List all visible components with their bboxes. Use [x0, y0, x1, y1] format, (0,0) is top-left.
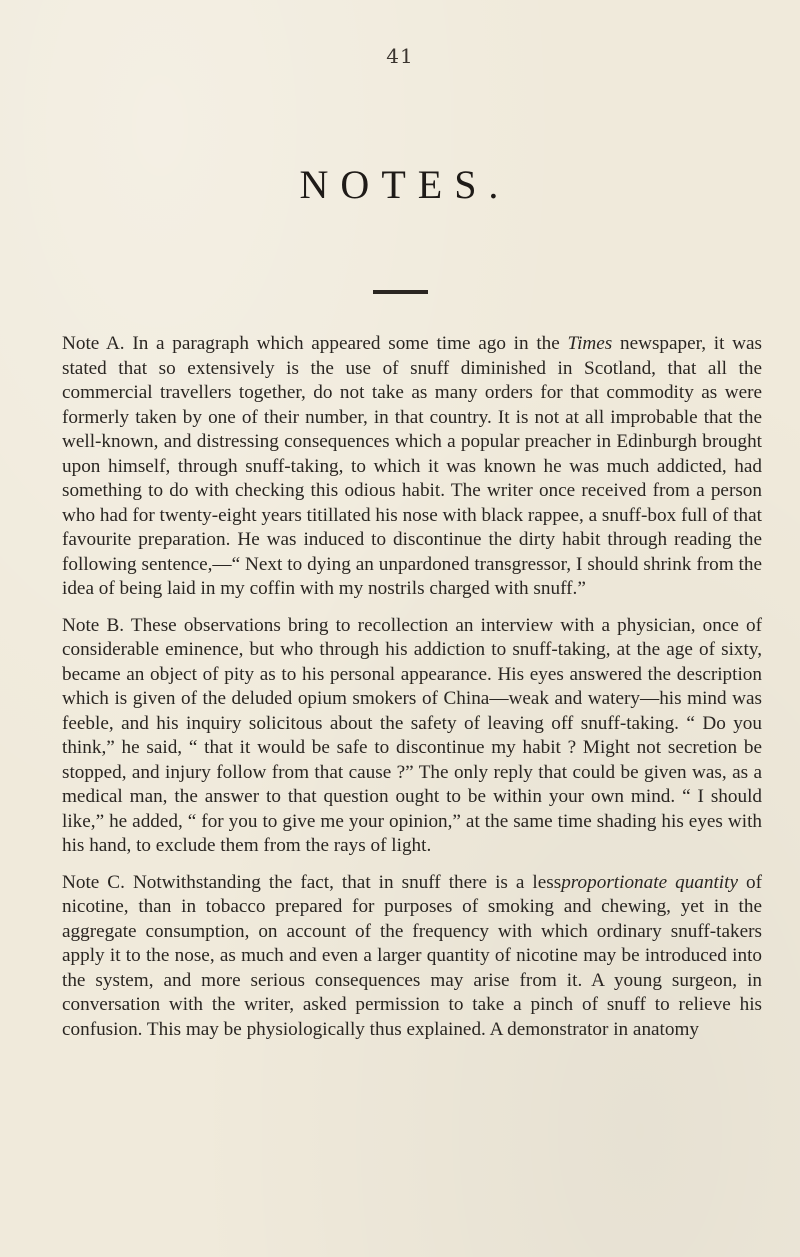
note-c-text-end: of nicotine, than in tobacco prepared for purposes of smoking and chewing, yet in the aggregate consumption, on account of the frequency with which ordinary snuff-takers apply it to the nose, as much and even a larger quantity of nicotine may be introduced into the system, and more serious consequences may arise from it. A young surgeon, in conversation with the writer, asked permission to take a pinch of snuff to relieve his confusion. This may be physiologically thus explained. A demonstrator in anatomy [62, 871, 762, 1040]
page-number: 41 [386, 44, 414, 68]
note-a-text-start: In a paragraph which appeared some time ago in the [132, 333, 560, 354]
note-b-paragraph [62, 614, 762, 859]
note-c-label: Note C. [62, 871, 125, 893]
notes-body [62, 332, 762, 1054]
title-divider [373, 290, 428, 294]
note-c-text-start: Notwithstanding the fact, that in snuff there is a less [132, 871, 562, 893]
note-c-paragraph [62, 871, 762, 1043]
note-a-text-end: newspaper, it was stated that so extensively is the use of snuff diminished in Scotland, that all the commercial travellers together, do not take as many orders for that commodity as were formerly taken by one of their number, in that country. It is not at all improbable that the well-known, and distressing consequences which a popular preacher in Edinburgh brought upon himself, through snuff-taking, to which it was known he was much addicted, had something to do with checking this odious habit. The writer once received from a person who had for twenty-eight years titillated his nose with black rappee, a snuff-box full of that favourite preparation. He was induced to discontinue the dirty habit through reading the following sentence,—“ Next to dying an unpardoned transgressor, I should shrink from the idea of being laid in my coffin with my nostrils charged with snuff.” [62, 333, 763, 599]
note-b-label: Note B. [62, 614, 125, 636]
page-title: NOTES. [299, 162, 511, 207]
note-a-label: Note A. [62, 333, 125, 354]
note-b-text: These observations bring to recollection an interview with a physician, once of considerable eminence, but who through his addiction to snuff-taking, at the age of sixty, became an object of pity as to his personal appearance. His eyes answered the description which is given of the deluded opium smokers of China—weak and watery—his mind was feeble, and his inquiry solicitous about the safety of leaving off snuff-taking. “ Do you think,” he said, “ that it would be safe to discontinue my habit ? Might not secretion be stopped, and injury follow from that cause ?” The only reply that could be given was, as a medical man, the answer to that question ought to be within your own mind. “ I should like,” he added, “ for you to give me your opinion,” at the same time shading his eyes with his hand, to exclude them from the rays of light. [62, 614, 762, 856]
note-a-paragraph [62, 332, 762, 602]
note-c-italic: proportionate quantity [561, 871, 738, 893]
note-a-italic: Times [567, 333, 613, 354]
